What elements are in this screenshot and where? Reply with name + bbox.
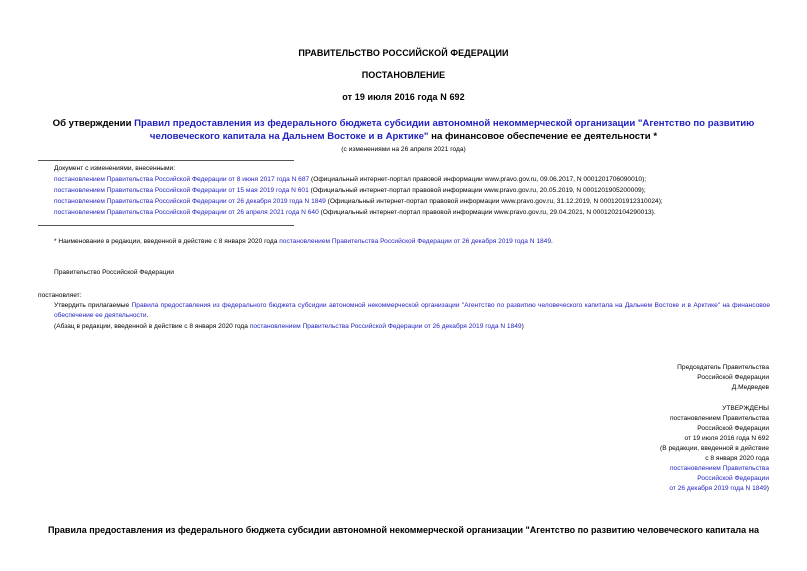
approved-link[interactable]: Российской Федерации [697, 475, 769, 482]
change-link[interactable]: постановлением Правительства Российской Федерации от 26 декабря 2019 года N 1849 [54, 198, 326, 205]
approved-link[interactable]: от 26 декабря 2019 года N 1849 [669, 485, 767, 492]
change-link[interactable]: постановлением Правительства Российской Федерации от 26 апреля 2021 года N 640 [54, 209, 319, 216]
change-source: (Официальный интернет-портал правовой информации www.pravo.gov.ru, 20.05.2019, N 0001201905200009); [308, 187, 646, 194]
footnote [54, 237, 553, 247]
decrees-text: постановляет: [38, 292, 82, 299]
change-source: (Официальный интернет-портал правовой информации www.pravo.gov.ru, 29.04.2021, N 0001202104290013). [318, 209, 656, 216]
divider-bottom [38, 225, 294, 226]
amendment-note: (с изменениями на 26 апреля 2021 года) [341, 146, 466, 153]
approve-paragraph [54, 301, 770, 321]
changes-heading: Документ с изменениями, внесенными: [54, 165, 176, 172]
approved-line: от 19 июля 2016 года N 692 [684, 435, 769, 442]
edit-note [54, 322, 524, 332]
government-heading: ПРАВИТЕЛЬСТВО РОССИЙСКОЙ ФЕДЕРАЦИИ [298, 48, 509, 58]
change-item [54, 186, 646, 196]
edit-prefix: (Абзац в редакции, введенной в действие с 8 января 2020 года [54, 323, 250, 330]
signature-line: Председатель Правительства [677, 364, 769, 371]
change-source: (Официальный интернет-портал правовой информации www.pravo.gov.ru, 31.12.2019, N 0001201912310024); [325, 198, 663, 205]
change-item [54, 197, 663, 207]
approved-heading: УТВЕРЖДЕНЫ [722, 405, 769, 412]
rules-title: Правила предоставления из федерального бюджета субсидии автономной некоммерческой организации "Агентство по развитию человеческого капитала на [47, 525, 760, 535]
approved-line: Российской Федерации [697, 425, 769, 432]
approved-block [660, 404, 769, 494]
footnote-link[interactable]: постановлением Правительства Российской Федерации от 26 декабря 2019 года N 1849 [279, 238, 552, 245]
signature-block [677, 363, 769, 393]
approved-line: с 8 января 2020 года [705, 455, 769, 462]
approve-end: . [146, 312, 149, 319]
change-link[interactable]: постановлением Правительства Российской Федерации от 8 июня 2017 года N 687 [54, 176, 310, 183]
approve-prefix: Утвердить прилагаемые [54, 302, 132, 309]
document-title [30, 117, 777, 143]
change-link[interactable]: постановлением Правительства Российской Федерации от 15 мая 2019 года N 601 [54, 187, 309, 194]
government-name: Правительство Российской Федерации [54, 269, 174, 276]
title-prefix: Об утверждении [52, 118, 135, 129]
approved-link[interactable]: постановлением Правительства [669, 465, 769, 472]
signature-name: Д.Медведев [731, 384, 769, 391]
change-item [54, 208, 656, 218]
change-source: (Официальный интернет-портал правовой информации www.pravo.gov.ru, 09.06.2017, N 0001201706090010); [309, 176, 647, 183]
date-number-heading: от 19 июля 2016 года N 692 [342, 92, 465, 102]
approve-link[interactable]: Правила предоставления из федерального бюджета субсидии автономной некоммерческой организации "Агентство по развитию человеческого капитала на Дальнем Востоке и в Арктике" на финансовое обеспечение ее деятельности [54, 302, 770, 319]
approved-line: постановлением Правительства [669, 415, 769, 422]
edit-end: ) [521, 323, 524, 330]
divider-top [38, 160, 294, 161]
signature-line: Российской Федерации [697, 374, 769, 381]
title-suffix: на финансовое обеспечение ее деятельности * [428, 131, 658, 142]
approved-line [660, 484, 769, 494]
title-link[interactable]: Правил предоставления из федерального бюджета субсидии автономной некоммерческой организации "Агентство по развитию человеческого капитала на Дальнем Востоке и в Арктике" [134, 118, 755, 142]
approved-line: (В редакции, введенной в действие [660, 445, 769, 452]
footnote-text: * Наименование в редакции, введенной в действие с 8 января 2020 года [54, 238, 280, 245]
change-item [54, 175, 646, 185]
footnote-end: . [551, 238, 553, 245]
approved-end: ) [766, 485, 769, 492]
edit-link[interactable]: постановлением Правительства Российской Федерации от 26 декабря 2019 года N 1849 [249, 323, 522, 330]
doc-type-heading: ПОСТАНОВЛЕНИЕ [361, 70, 446, 80]
